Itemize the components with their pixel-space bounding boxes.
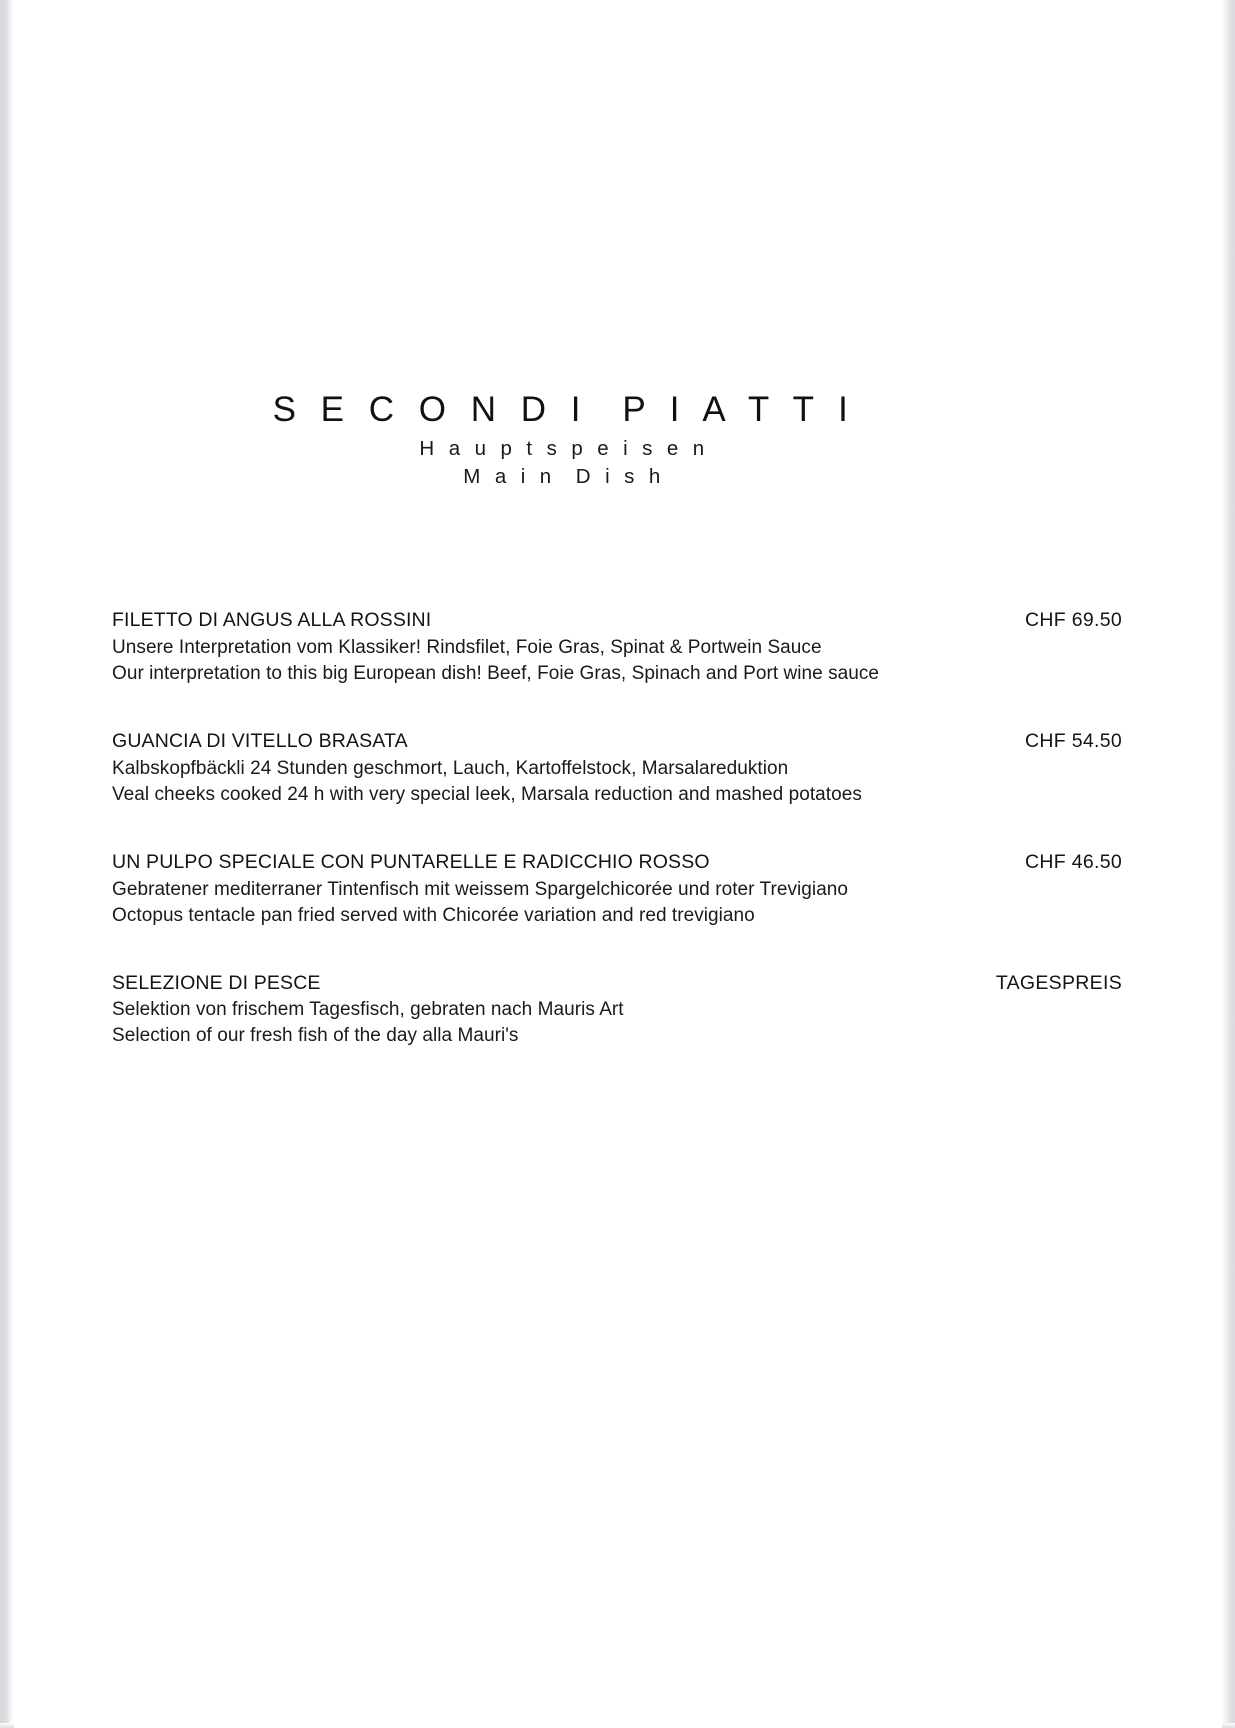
menu-item-name: SELEZIONE DI PESCE [112, 971, 321, 994]
menu-item-description-english: Selection of our fresh fish of the day alla Mauri's [112, 1025, 519, 1047]
menu-item-price: TAGESPREIS [995, 971, 1122, 994]
menu-sheet [14, 0, 1222, 1728]
menu-item-name: GUANCIA DI VITELLO BRASATA [112, 729, 408, 752]
menu-item [112, 971, 1122, 1049]
menu-item-description-german: Kalbskopfbäckli 24 Stunden geschmort, Lauch, Kartoffelstock, Marsalareduktion [112, 757, 789, 779]
menu-item-header [112, 850, 1122, 876]
menu-item-list [112, 608, 1122, 1049]
menu-item-price: CHF 69.50 [1025, 609, 1122, 631]
menu-header [14, 390, 1114, 488]
menu-item-header [112, 971, 1122, 997]
page-edge-left [0, 0, 14, 1728]
menu-item-header [112, 608, 1122, 634]
menu-item [112, 608, 1122, 686]
menu-item-name: UN PULPO SPECIALE CON PUNTARELLE E RADICCHIO ROSSO [112, 850, 710, 873]
menu-item-name: FILETTO DI ANGUS ALLA ROSSINI [112, 609, 432, 631]
menu-item-description-german: Selektion von frischem Tagesfisch, gebraten nach Mauris Art [112, 999, 624, 1021]
menu-item [112, 850, 1122, 928]
menu-item [112, 729, 1122, 807]
page-subtitle-english: M a i n D i s h [463, 464, 665, 488]
menu-item-description-english: Octopus tentacle pan fried served with Chicorée variation and red trevigiano [112, 904, 755, 926]
menu-item-description-german: Gebratener mediterraner Tintenfisch mit weissem Spargelchicorée und roter Trevigiano [112, 878, 849, 900]
page-title: S E C O N D I P I A T T I [272, 390, 856, 429]
menu-item-price: CHF 46.50 [1025, 850, 1122, 873]
page-edge-right [1222, 0, 1235, 1728]
menu-item-description-english: Veal cheeks cooked 24 h with very special leek, Marsala reduction and mashed potatoes [112, 783, 862, 805]
menu-item-header [112, 729, 1122, 755]
menu-item-description-german: Unsere Interpretation vom Klassiker! Rindsfilet, Foie Gras, Spinat & Portwein Sauce [112, 636, 822, 658]
menu-item-price: CHF 54.50 [1025, 729, 1122, 752]
page-subtitle-german: H a u p t s p e i s e n [419, 437, 709, 461]
menu-item-description-english: Our interpretation to this big European dish! Beef, Foie Gras, Spinach and Port wine sauce [112, 662, 880, 684]
